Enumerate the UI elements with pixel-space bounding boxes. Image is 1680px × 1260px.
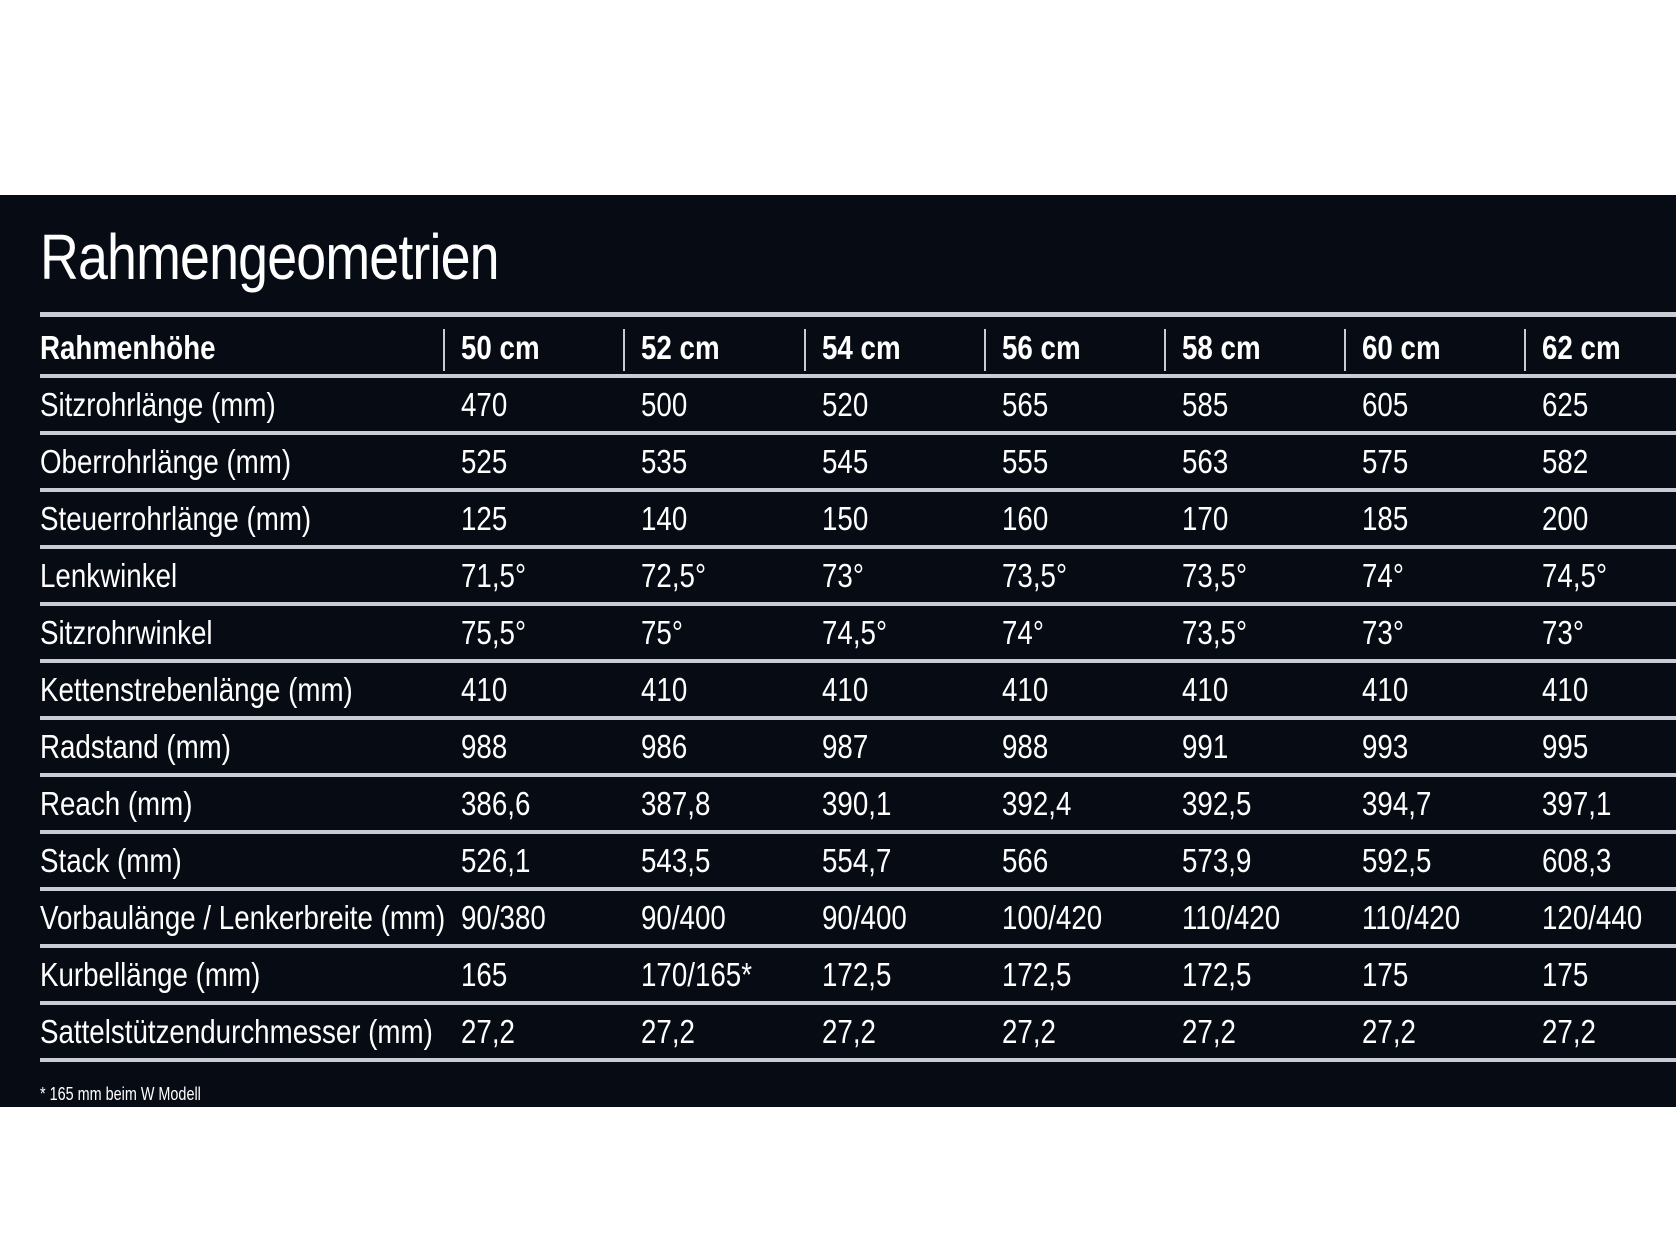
table-cell: 150 (822, 500, 869, 537)
row-label: Radstand (mm) (40, 728, 232, 765)
table-cell: 608,3 (1542, 842, 1612, 879)
table-cell: 390,1 (822, 785, 892, 822)
table-cell: 392,5 (1182, 785, 1252, 822)
table-cell: 410 (1182, 671, 1229, 708)
table-cell: 71,5° (461, 557, 527, 594)
table-cell: 74° (1002, 614, 1044, 651)
table-cell: 73,5° (1002, 557, 1068, 594)
table-cell: 75° (641, 614, 683, 651)
table-cell: 565 (1002, 386, 1049, 423)
geometry-table (40, 321, 1676, 1062)
table-cell: 110/420 (1362, 899, 1461, 936)
title-divider (40, 312, 1676, 317)
table-cell: 410 (1362, 671, 1409, 708)
column-separator (1344, 329, 1346, 371)
table-cell: 172,5 (1182, 956, 1252, 993)
table-row (40, 777, 1676, 834)
table-cell: 27,2 (1182, 1013, 1236, 1050)
table-cell: 410 (1542, 671, 1589, 708)
table-cell: 566 (1002, 842, 1049, 879)
header-size: 58 cm (1182, 329, 1261, 366)
row-label: Sattelstützendurchmesser (mm) (40, 1013, 433, 1050)
table-cell: 573,9 (1182, 842, 1252, 879)
row-label: Sitzrohrwinkel (40, 614, 213, 651)
table-cell: 995 (1542, 728, 1589, 765)
page-title: Rahmengeometrien (40, 221, 499, 293)
row-label: Oberrohrlänge (mm) (40, 443, 292, 480)
table-cell: 987 (822, 728, 869, 765)
table-cell: 74,5° (1542, 557, 1608, 594)
table-cell: 172,5 (1002, 956, 1072, 993)
table-cell: 605 (1362, 386, 1409, 423)
table-cell: 592,5 (1362, 842, 1432, 879)
header-label: Rahmenhöhe (40, 329, 216, 366)
row-label: Reach (mm) (40, 785, 193, 822)
table-cell: 172,5 (822, 956, 892, 993)
table-cell: 170 (1182, 500, 1229, 537)
table-cell: 27,2 (1542, 1013, 1596, 1050)
table-cell: 170/165* (641, 956, 752, 993)
table-row (40, 891, 1676, 948)
geometry-panel (0, 195, 1676, 1107)
table-cell: 110/420 (1182, 899, 1281, 936)
table-cell: 397,1 (1542, 785, 1612, 822)
table-cell: 90/380 (461, 899, 546, 936)
table-cell: 27,2 (641, 1013, 695, 1050)
table-body (40, 378, 1676, 1062)
table-cell: 993 (1362, 728, 1409, 765)
table-cell: 470 (461, 386, 508, 423)
row-label: Stack (mm) (40, 842, 182, 879)
row-label: Kettenstrebenlänge (mm) (40, 671, 353, 708)
table-cell: 535 (641, 443, 688, 480)
table-cell: 74° (1362, 557, 1404, 594)
table-row (40, 663, 1676, 720)
table-cell: 988 (1002, 728, 1049, 765)
header-size: 52 cm (641, 329, 720, 366)
table-cell: 392,4 (1002, 785, 1072, 822)
table-cell: 185 (1362, 500, 1409, 537)
table-cell: 563 (1182, 443, 1229, 480)
table-cell: 200 (1542, 500, 1589, 537)
table-cell: 991 (1182, 728, 1229, 765)
table-cell: 520 (822, 386, 869, 423)
table-cell: 585 (1182, 386, 1229, 423)
table-cell: 543,5 (641, 842, 711, 879)
table-row (40, 1005, 1676, 1062)
table-cell: 100/420 (1002, 899, 1103, 936)
table-cell: 500 (641, 386, 688, 423)
table-cell: 27,2 (1362, 1013, 1416, 1050)
table-cell: 125 (461, 500, 508, 537)
table-row (40, 948, 1676, 1005)
table-cell: 73,5° (1182, 557, 1248, 594)
table-cell: 73° (1542, 614, 1584, 651)
table-row (40, 378, 1676, 435)
table-cell: 410 (1002, 671, 1049, 708)
table-row (40, 606, 1676, 663)
table-cell: 525 (461, 443, 508, 480)
table-row (40, 492, 1676, 549)
table-row (40, 549, 1676, 606)
table-cell: 526,1 (461, 842, 531, 879)
row-label: Sitzrohrlänge (mm) (40, 386, 276, 423)
table-cell: 74,5° (822, 614, 888, 651)
table-cell: 73° (822, 557, 864, 594)
row-label: Kurbellänge (mm) (40, 956, 261, 993)
table-cell: 27,2 (1002, 1013, 1056, 1050)
table-cell: 386,6 (461, 785, 531, 822)
footnote: * 165 mm beim W Modell (40, 1084, 201, 1104)
table-cell: 175 (1542, 956, 1589, 993)
table-row (40, 834, 1676, 891)
table-row (40, 435, 1676, 492)
row-label: Steuerrohrlänge (mm) (40, 500, 312, 537)
table-cell: 90/400 (641, 899, 726, 936)
table-cell: 988 (461, 728, 508, 765)
table-cell: 72,5° (641, 557, 707, 594)
table-cell: 582 (1542, 443, 1589, 480)
header-size: 56 cm (1002, 329, 1081, 366)
header-size: 54 cm (822, 329, 901, 366)
table-cell: 575 (1362, 443, 1409, 480)
table-cell: 554,7 (822, 842, 892, 879)
table-cell: 387,8 (641, 785, 711, 822)
table-cell: 140 (641, 500, 688, 537)
column-separator (984, 329, 986, 371)
table-cell: 410 (461, 671, 508, 708)
column-separator (1524, 329, 1526, 371)
table-cell: 73,5° (1182, 614, 1248, 651)
table-cell: 410 (641, 671, 688, 708)
column-separator (443, 329, 445, 371)
table-cell: 120/440 (1542, 899, 1643, 936)
row-label: Vorbaulänge / Lenkerbreite (mm) (40, 899, 446, 936)
table-cell: 545 (822, 443, 869, 480)
table-cell: 160 (1002, 500, 1049, 537)
column-separator (623, 329, 625, 371)
table-cell: 986 (641, 728, 688, 765)
table-cell: 410 (822, 671, 869, 708)
table-cell: 555 (1002, 443, 1049, 480)
table-cell: 75,5° (461, 614, 527, 651)
table-cell: 625 (1542, 386, 1589, 423)
table-cell: 175 (1362, 956, 1409, 993)
row-label: Lenkwinkel (40, 557, 178, 594)
column-separator (1164, 329, 1166, 371)
header-size: 50 cm (461, 329, 540, 366)
table-cell: 73° (1362, 614, 1404, 651)
column-separator (804, 329, 806, 371)
header-size: 62 cm (1542, 329, 1621, 366)
table-cell: 90/400 (822, 899, 907, 936)
header-size: 60 cm (1362, 329, 1441, 366)
table-cell: 165 (461, 956, 508, 993)
table-cell: 394,7 (1362, 785, 1432, 822)
table-header-row (40, 321, 1676, 378)
table-row (40, 720, 1676, 777)
table-cell: 27,2 (822, 1013, 876, 1050)
table-cell: 27,2 (461, 1013, 515, 1050)
